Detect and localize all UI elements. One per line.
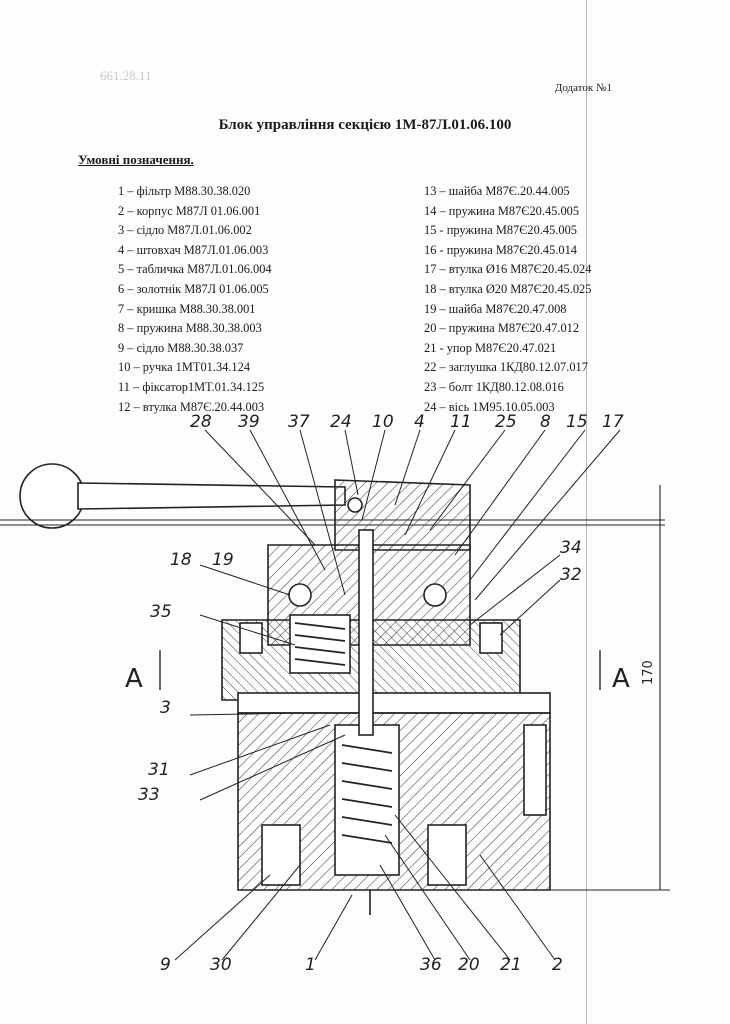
callout-number: 31 — [148, 760, 170, 780]
legend-item: 21 - упор М87Є20.47.021 — [424, 340, 557, 355]
legend-item: 7 – кришка М88.30.38.001 — [118, 301, 256, 316]
axis-pin — [348, 498, 362, 512]
legend-item: 15 - пружина М87Є20.45.005 — [424, 223, 577, 238]
legend-item: 3 – сідло М87Л.01.06.002 — [118, 223, 252, 238]
appendix-label: Додаток №1 — [554, 82, 612, 94]
bleed-through-text: 661.28.11 — [100, 68, 152, 83]
legend-heading: Умовні позначення. — [78, 152, 194, 167]
handle-knob — [20, 464, 84, 528]
document-title: Блок управління секцією 1М-87Л.01.06.100 — [218, 117, 512, 133]
legend-item: 22 – заглушка 1КД80.12.07.017 — [424, 360, 588, 375]
legend-left-column — [118, 182, 272, 417]
legend-item: 23 – болт 1КД80.12.08.016 — [424, 379, 564, 394]
callout-number: 10 — [372, 412, 394, 432]
callout-number: 32 — [560, 565, 582, 585]
callout-number: 15 — [566, 412, 588, 432]
legend-item: 16 - пружина М87Є20.45.014 — [424, 242, 577, 257]
callout-number: 9 — [160, 955, 171, 975]
callout-number: 21 — [500, 955, 522, 975]
callout-number: 34 — [560, 538, 582, 558]
bolt-right — [480, 623, 502, 653]
callout-number: 24 — [330, 412, 352, 432]
callout-number: 18 — [170, 550, 192, 570]
legend-item: 13 – шайба М87Є.20.44.005 — [424, 184, 570, 198]
legend-item: 4 – штовхач М87Л.01.06.003 — [118, 242, 269, 257]
callout-number: 30 — [210, 955, 232, 975]
fixator-cap — [335, 480, 470, 550]
leader-line — [315, 895, 352, 960]
legend-item: 10 – ручка 1МТ01.34.124 — [118, 360, 251, 375]
leader-line — [175, 875, 270, 960]
leader-line — [475, 430, 620, 600]
legend-item: 11 – фіксатор1МТ.01.34.125 — [118, 379, 265, 394]
bolt-left — [240, 623, 262, 653]
callout-number: 4 — [414, 412, 425, 432]
callout-number: 8 — [540, 412, 551, 432]
callout-number: 19 — [212, 550, 234, 570]
pusher-rod — [359, 530, 373, 735]
dimension-value: 170 — [641, 660, 656, 685]
seat-right — [428, 825, 466, 885]
legend-item: 19 – шайба М87Є20.47.008 — [424, 301, 567, 316]
legend-item: 9 – сідло М88.30.38.037 — [118, 340, 244, 355]
assembly-drawing — [0, 395, 730, 980]
section-label-right: A — [612, 664, 630, 694]
legend-item: 18 – втулка Ø20 М87Є20.45.025 — [424, 281, 592, 296]
callout-number: 3 — [160, 698, 171, 718]
legend-item: 5 – табличка М87Л.01.06.004 — [118, 262, 272, 277]
callout-number: 28 — [190, 412, 212, 432]
legend-item: 8 – пружина М88.30.38.003 — [118, 321, 262, 336]
legend-item: 14 – пружина М87Є20.45.005 — [424, 203, 580, 218]
callout-number: 39 — [238, 412, 260, 432]
legend-item: 17 – втулка Ø16 М87Є20.45.024 — [424, 262, 592, 277]
section-label-left: A — [125, 664, 143, 694]
leader-line — [500, 580, 560, 635]
legend-right-column — [424, 182, 591, 417]
callout-number: 2 — [552, 955, 563, 975]
callout-number: 11 — [450, 412, 472, 432]
bearing-left — [289, 584, 311, 606]
legend-item: 24 – вісь 1М95.10.05.003 — [424, 399, 555, 414]
callout-number: 37 — [288, 412, 310, 432]
callout-number: 35 — [150, 602, 172, 622]
callout-number: 17 — [602, 412, 624, 432]
seat-plate — [238, 693, 550, 713]
callout-number: 36 — [420, 955, 442, 975]
legend-item: 1 – фільтр М88.30.38.020 — [118, 184, 251, 198]
legend-item: 20 – пружина М87Є20.47.012 — [424, 321, 580, 336]
callout-number: 33 — [138, 785, 160, 805]
legend-item: 2 – корпус М87Л 01.06.001 — [118, 203, 261, 218]
callout-number: 25 — [495, 412, 517, 432]
plug — [524, 725, 546, 815]
legend-item: 6 – золотнік М87Л 01.06.005 — [118, 281, 269, 296]
seat-left — [262, 825, 300, 885]
callout-number: 1 — [305, 955, 316, 975]
handle-lever — [78, 483, 345, 509]
callout-number: 20 — [458, 955, 480, 975]
bearing-right — [424, 584, 446, 606]
legend-item: 12 – втулка М87Є.20.44.003 — [118, 399, 265, 414]
